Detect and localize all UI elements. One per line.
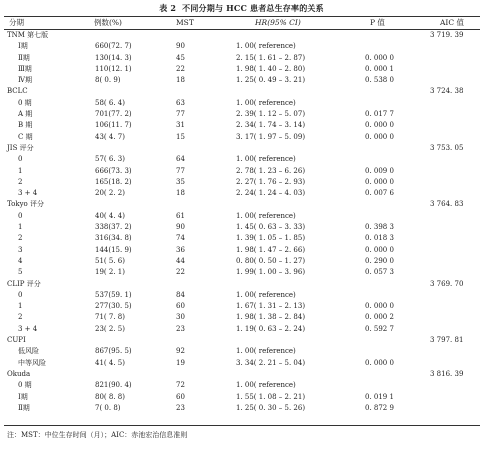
cell-hr: 1. 00( reference) <box>236 155 296 164</box>
cell-cases: 130(14. 3) <box>95 53 132 62</box>
header-hr: HR(95% CI) <box>255 18 301 27</box>
cell-cases: 51( 5. 6) <box>95 256 125 265</box>
cell-hr: 2. 34( 1. 74 – 3. 14) <box>236 121 306 130</box>
cell-p-value: 0. 538 0 <box>365 76 394 85</box>
row-label: 2 <box>18 313 23 322</box>
table-row <box>0 188 483 199</box>
row-label: Tokyo 评分 <box>7 200 44 209</box>
cell-cases: 537(59. 1) <box>95 290 132 299</box>
cell-mst: 92 <box>176 347 185 356</box>
table-group-row <box>0 86 483 97</box>
cell-mst: 15 <box>176 132 185 141</box>
row-label: 5 <box>18 268 23 277</box>
row-label: 3 + 4 <box>18 189 38 198</box>
cell-cases: 7( 0. 8) <box>95 403 121 412</box>
cell-cases: 277(30. 5) <box>95 302 132 311</box>
cell-hr: 2. 78( 1. 23 – 6. 26) <box>236 166 306 175</box>
table-title <box>0 3 483 14</box>
table-row <box>0 312 483 323</box>
cell-cases: 8( 0. 9) <box>95 76 121 85</box>
cell-cases: 23( 2. 5) <box>95 324 125 333</box>
cell-hr: 2. 39( 1. 12 – 5. 07) <box>236 110 306 119</box>
cell-mst: 77 <box>176 166 185 175</box>
cell-hr: 3. 34( 2. 21 – 5. 04) <box>236 358 306 367</box>
cell-cases: 666(73. 3) <box>95 166 132 175</box>
row-label: TNM 第七版 <box>7 31 49 39</box>
row-label: Ⅰ期 <box>18 42 28 51</box>
cell-p-value: 0. 000 1 <box>365 64 394 73</box>
row-label: JIS 评分 <box>7 143 34 152</box>
cell-hr: 1. 98( 1. 38 – 2. 84) <box>236 313 306 322</box>
cell-cases: 338(37. 2) <box>95 223 132 232</box>
cell-mst: 30 <box>176 313 185 322</box>
table-number: 表 2 <box>159 3 177 13</box>
row-label: 0 <box>18 290 23 299</box>
cell-aic: 3 769. 70 <box>430 279 464 288</box>
cell-hr: 1. 55( 1. 08 – 2. 21) <box>236 392 306 401</box>
table-group-row <box>0 279 483 290</box>
cell-p-value: 0. 018 3 <box>365 234 394 243</box>
table-footnote: 注：MST：中位生存时间（月）；AIC：赤池宏治信息准则 <box>7 431 188 439</box>
cell-mst: 60 <box>176 302 185 311</box>
cell-cases: 57( 6. 3) <box>95 155 125 164</box>
cell-hr: 1. 98( 1. 40 – 2. 80) <box>236 64 306 73</box>
table-row <box>0 233 483 244</box>
cell-cases: 43( 4. 7) <box>95 132 125 141</box>
cell-cases: 106(11. 7) <box>95 121 132 130</box>
cell-p-value: 0. 017 7 <box>365 110 394 119</box>
cell-hr: 3. 17( 1. 97 – 5. 09) <box>236 132 306 141</box>
row-label: Ⅳ期 <box>18 76 32 85</box>
row-label: C 期 <box>18 132 33 141</box>
cell-hr: 2. 15( 1. 61 – 2. 87) <box>236 53 306 62</box>
cell-aic: 3 724. 38 <box>430 87 464 96</box>
row-label: 3 <box>18 245 23 254</box>
row-label: 中等风险 <box>18 358 46 367</box>
table-row <box>0 64 483 75</box>
cell-mst: 44 <box>176 256 185 265</box>
row-label: 0 <box>18 211 23 220</box>
header-group: 分期 <box>9 18 24 27</box>
cell-p-value: 0. 000 0 <box>365 132 394 141</box>
cell-p-value: 0. 000 0 <box>365 53 394 62</box>
cell-cases: 660(72. 7) <box>95 42 132 51</box>
cell-hr: 1. 99( 1. 00 – 3. 96) <box>236 268 306 277</box>
cell-p-value: 0. 000 0 <box>365 358 394 367</box>
cell-hr: 1. 98( 1. 47 – 2. 66) <box>236 245 306 254</box>
cell-hr: 2. 24( 1. 24 – 4. 03) <box>236 189 306 198</box>
cell-cases: 40( 4. 4) <box>95 211 125 220</box>
cell-mst: 23 <box>176 324 185 333</box>
cell-hr: 1. 00( reference) <box>236 381 296 390</box>
table-row <box>0 132 483 143</box>
table-body <box>0 30 483 414</box>
cell-hr: 0. 80( 0. 50 – 1. 27) <box>236 256 306 265</box>
row-label: Ⅲ期 <box>18 64 32 73</box>
header-p-value: P 值 <box>370 18 385 27</box>
table-row <box>0 177 483 188</box>
cell-hr: 1. 00( reference) <box>236 42 296 51</box>
table-row <box>0 392 483 403</box>
row-label: 1 <box>18 223 23 232</box>
cell-mst: 63 <box>176 98 185 107</box>
table-row <box>0 403 483 414</box>
cell-aic: 3 764. 83 <box>430 200 464 209</box>
cell-mst: 19 <box>176 358 185 367</box>
row-label: 2 <box>18 234 23 243</box>
table-row <box>0 166 483 177</box>
cell-cases: 71( 7. 8) <box>95 313 125 322</box>
cell-p-value: 0. 000 0 <box>365 121 394 130</box>
row-label: B 期 <box>18 121 33 130</box>
cell-p-value: 0. 592 7 <box>365 324 394 333</box>
cell-p-value: 0. 007 6 <box>365 189 394 198</box>
table-row <box>0 267 483 278</box>
cell-hr: 1. 25( 0. 30 – 5. 26) <box>236 403 306 412</box>
table-row <box>0 154 483 165</box>
table-row <box>0 290 483 301</box>
header-mst: MST <box>176 18 194 27</box>
header-aic: AIC 值 <box>440 18 465 27</box>
cell-cases: 110(12. 1) <box>95 64 132 73</box>
table-row <box>0 245 483 256</box>
table-row <box>0 41 483 52</box>
cell-hr: 1. 45( 0. 63 – 3. 33) <box>236 223 306 232</box>
cell-p-value: 0. 000 0 <box>365 302 394 311</box>
cell-mst: 72 <box>176 381 185 390</box>
cell-mst: 35 <box>176 177 185 186</box>
row-label: Ⅰ期 <box>18 392 28 401</box>
table-group-row <box>0 335 483 346</box>
table-row <box>0 256 483 267</box>
row-label: 1 <box>18 302 23 311</box>
cell-mst: 60 <box>176 392 185 401</box>
cell-cases: 144(15. 9) <box>95 245 132 254</box>
row-label: 0 期 <box>18 381 32 390</box>
cell-hr: 1. 00( reference) <box>236 347 296 356</box>
cell-cases: 19( 2. 1) <box>95 268 125 277</box>
cell-mst: 77 <box>176 110 185 119</box>
cell-aic: 3 753. 05 <box>430 143 464 152</box>
table-row <box>0 53 483 64</box>
cell-hr: 1. 00( reference) <box>236 211 296 220</box>
cell-mst: 18 <box>176 189 185 198</box>
row-label: Ⅱ期 <box>18 403 30 412</box>
cell-mst: 45 <box>176 53 185 62</box>
table-row <box>0 211 483 222</box>
table-caption: 不同分期与 HCC 患者总生存率的关系 <box>182 3 324 13</box>
cell-cases: 165(18. 2) <box>95 177 132 186</box>
row-label: BCLC <box>7 87 28 96</box>
cell-mst: 64 <box>176 155 185 164</box>
table-group-row <box>0 199 483 210</box>
cell-mst: 18 <box>176 76 185 85</box>
cell-p-value: 0. 000 2 <box>365 313 394 322</box>
table-row <box>0 301 483 312</box>
cell-cases: 41( 4. 5) <box>95 358 125 367</box>
row-label: 2 <box>18 177 23 186</box>
cell-hr: 1. 19( 0. 63 – 2. 24) <box>236 324 306 333</box>
cell-aic: 3 797. 81 <box>430 336 464 345</box>
cell-hr: 1. 67( 1. 31 – 2. 13) <box>236 302 306 311</box>
cell-mst: 74 <box>176 234 185 243</box>
cell-p-value: 0. 000 0 <box>365 177 394 186</box>
header-cases: 例数(%) <box>94 18 122 27</box>
cell-aic: 3 816. 39 <box>430 369 464 378</box>
cell-cases: 821(90. 4) <box>95 381 132 390</box>
cell-hr: 2. 27( 1. 76 – 2. 93) <box>236 177 306 186</box>
cell-hr: 1. 25( 0. 49 – 3. 21) <box>236 76 306 85</box>
cell-p-value: 0. 000 0 <box>365 245 394 254</box>
top-rule <box>4 16 480 17</box>
cell-p-value: 0. 019 1 <box>365 392 394 401</box>
cell-cases: 20( 2. 2) <box>95 189 125 198</box>
row-label: 4 <box>18 256 23 265</box>
cell-aic: 3 719. 39 <box>430 31 464 39</box>
cell-cases: 58( 6. 4) <box>95 98 125 107</box>
cell-mst: 31 <box>176 121 185 130</box>
table-row <box>0 324 483 335</box>
cell-cases: 80( 8. 8) <box>95 392 125 401</box>
cell-p-value: 0. 872 9 <box>365 403 394 412</box>
cell-cases: 316(34. 8) <box>95 234 132 243</box>
cell-hr: 1. 00( reference) <box>236 98 296 107</box>
row-label: 0 期 <box>18 98 32 107</box>
row-label: 0 <box>18 155 23 164</box>
cell-p-value: 0. 398 3 <box>365 223 394 232</box>
cell-mst: 90 <box>176 42 185 51</box>
cell-mst: 23 <box>176 403 185 412</box>
table-row <box>0 98 483 109</box>
table-row <box>0 75 483 86</box>
cell-mst: 90 <box>176 223 185 232</box>
row-label: 低风险 <box>18 347 39 356</box>
row-label: Okuda <box>7 369 31 378</box>
table-row <box>0 346 483 357</box>
row-label: 3 + 4 <box>18 324 38 333</box>
cell-mst: 36 <box>176 245 185 254</box>
row-label: Ⅱ期 <box>18 53 30 62</box>
cell-mst: 22 <box>176 268 185 277</box>
table-row <box>0 120 483 131</box>
cell-mst: 84 <box>176 290 185 299</box>
table-group-row <box>0 143 483 154</box>
row-label: 1 <box>18 166 23 175</box>
table-row <box>0 109 483 120</box>
cell-p-value: 0. 290 0 <box>365 256 394 265</box>
table-group-row <box>0 369 483 380</box>
cell-mst: 22 <box>176 64 185 73</box>
table-group-row <box>0 30 483 41</box>
row-label: CLIP 评分 <box>7 279 41 288</box>
row-label: CUPI <box>7 336 26 345</box>
table-row <box>0 358 483 369</box>
cell-mst: 61 <box>176 211 185 220</box>
row-label: A 期 <box>18 110 33 119</box>
cell-cases: 867(95. 5) <box>95 347 132 356</box>
cell-cases: 701(77. 2) <box>95 110 132 119</box>
table-row <box>0 380 483 391</box>
cell-p-value: 0. 057 3 <box>365 268 394 277</box>
cell-hr: 1. 39( 1. 05 – 1. 85) <box>236 234 306 243</box>
table-row <box>0 222 483 233</box>
cell-hr: 1. 00( reference) <box>236 290 296 299</box>
bottom-rule <box>4 425 480 426</box>
cell-p-value: 0. 009 0 <box>365 166 394 175</box>
